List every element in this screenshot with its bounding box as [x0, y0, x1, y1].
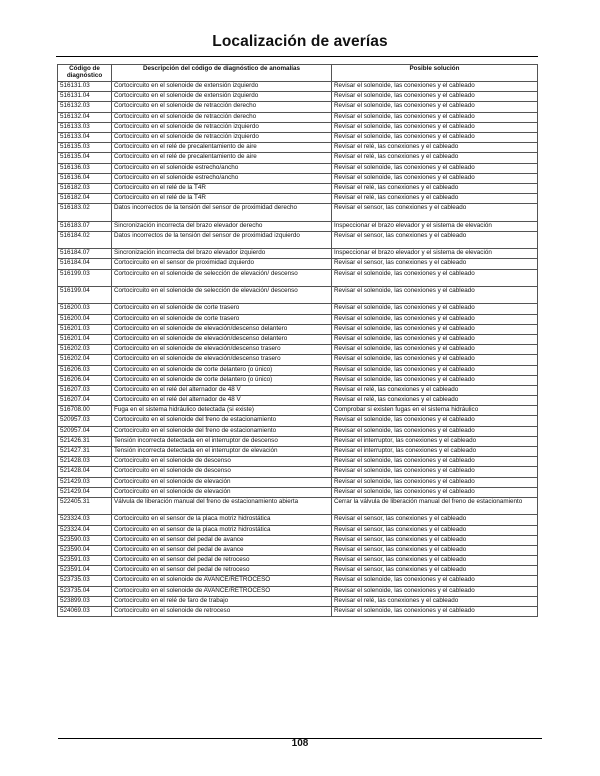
cell-description: Cortocircuito en el solenoide de retracción izquierdo	[112, 132, 332, 142]
cell-diagnostic-code: 521426.31	[58, 436, 112, 446]
table-header-row	[58, 65, 538, 82]
cell-diagnostic-code: 521429.04	[58, 487, 112, 497]
table-row	[58, 194, 538, 204]
cell-diagnostic-code: 520957.04	[58, 426, 112, 436]
cell-diagnostic-code: 516182.04	[58, 194, 112, 204]
cell-description: Cortocircuito en el sensor de la placa motriz hidrostática	[112, 525, 332, 535]
cell-possible-solution: Revisar el interruptor, las conexiones y el cableado	[332, 436, 538, 446]
cell-diagnostic-code: 516131.03	[58, 82, 112, 92]
cell-possible-solution: Revisar el solenoide, las conexiones y el cableado	[332, 269, 538, 286]
cell-diagnostic-code: 516183.02	[58, 204, 112, 221]
cell-description: Cortocircuito en el solenoide de retracción derecho	[112, 112, 332, 122]
cell-description: Datos incorrectos de la tensión del sensor de proximidad izquierdo	[112, 231, 332, 248]
cell-possible-solution: Inspeccionar el brazo elevador y el sistema de elevación	[332, 221, 538, 231]
table-row	[58, 153, 538, 163]
cell-possible-solution: Revisar el solenoide, las conexiones y el cableado	[332, 334, 538, 344]
cell-diagnostic-code: 521428.03	[58, 457, 112, 467]
cell-description: Cortocircuito en el solenoide de descenso	[112, 457, 332, 467]
table-row	[58, 566, 538, 576]
table-row	[58, 406, 538, 416]
cell-diagnostic-code: 523324.03	[58, 515, 112, 525]
cell-description: Cortocircuito en el relé de precalentamiento de aire	[112, 153, 332, 163]
cell-description: Cortocircuito en el solenoide de corte trasero	[112, 314, 332, 324]
cell-possible-solution: Revisar el solenoide, las conexiones y el cableado	[332, 132, 538, 142]
cell-diagnostic-code: 523324.04	[58, 525, 112, 535]
cell-possible-solution: Revisar el sensor, las conexiones y el cableado	[332, 259, 538, 269]
cell-possible-solution: Revisar el solenoide, las conexiones y el cableado	[332, 355, 538, 365]
table-row	[58, 447, 538, 457]
table-row	[58, 487, 538, 497]
cell-possible-solution: Revisar el solenoide, las conexiones y el cableado	[332, 365, 538, 375]
cell-diagnostic-code: 516133.04	[58, 132, 112, 142]
cell-description: Cortocircuito en el solenoide de elevación	[112, 477, 332, 487]
cell-description: Cortocircuito en el solenoide de corte trasero	[112, 304, 332, 314]
cell-possible-solution: Revisar el solenoide, las conexiones y el cableado	[332, 416, 538, 426]
cell-possible-solution: Revisar el solenoide, las conexiones y el cableado	[332, 324, 538, 334]
cell-possible-solution: Revisar el solenoide, las conexiones y el cableado	[332, 314, 538, 324]
cell-description: Cortocircuito en el solenoide de AVANCE/RETROCESO	[112, 576, 332, 586]
cell-possible-solution: Revisar el sensor, las conexiones y el cableado	[332, 231, 538, 248]
table-row	[58, 515, 538, 525]
cell-description: Cortocircuito en el solenoide de corte delantero (o único)	[112, 375, 332, 385]
cell-description: Cortocircuito en el solenoide de extensión izquierdo	[112, 82, 332, 92]
table-row	[58, 457, 538, 467]
table-row	[58, 304, 538, 314]
table-row	[58, 286, 538, 303]
table-row	[58, 314, 538, 324]
table-row	[58, 497, 538, 514]
cell-diagnostic-code: 516184.02	[58, 231, 112, 248]
cell-description: Cortocircuito en el sensor de proximidad izquierdo	[112, 259, 332, 269]
title-divider	[56, 56, 538, 57]
cell-possible-solution: Comprobar si existen fugas en el sistema hidráulico	[332, 406, 538, 416]
cell-possible-solution: Revisar el solenoide, las conexiones y el cableado	[332, 304, 538, 314]
cell-diagnostic-code: 516182.03	[58, 183, 112, 193]
cell-description: Fuga en el sistema hidráulico detectada (si existe)	[112, 406, 332, 416]
cell-diagnostic-code: 523735.04	[58, 586, 112, 596]
cell-description: Cortocircuito en el solenoide de retroceso	[112, 607, 332, 617]
cell-description: Sincronización incorrecta del brazo elevador derecho	[112, 221, 332, 231]
table-row	[58, 345, 538, 355]
cell-possible-solution: Revisar el solenoide, las conexiones y el cableado	[332, 345, 538, 355]
cell-description: Cortocircuito en el relé de precalentamiento de aire	[112, 143, 332, 153]
table-row	[58, 596, 538, 606]
cell-description: Cortocircuito en el sensor de la placa motriz hidrostática	[112, 515, 332, 525]
cell-diagnostic-code: 516136.03	[58, 163, 112, 173]
cell-possible-solution: Revisar el relé, las conexiones y el cableado	[332, 396, 538, 406]
table-row	[58, 122, 538, 132]
cell-diagnostic-code: 516206.04	[58, 375, 112, 385]
cell-possible-solution: Revisar el solenoide, las conexiones y el cableado	[332, 102, 538, 112]
table-row	[58, 112, 538, 122]
cell-diagnostic-code: 522405.31	[58, 497, 112, 514]
cell-diagnostic-code: 524069.03	[58, 607, 112, 617]
cell-possible-solution: Inspeccionar el brazo elevador y el sistema de elevación	[332, 249, 538, 259]
cell-diagnostic-code: 516200.03	[58, 304, 112, 314]
cell-description: Cortocircuito en el solenoide de corte delantero (o único)	[112, 365, 332, 375]
table-row	[58, 545, 538, 555]
cell-description: Cortocircuito en el solenoide de extensión izquierdo	[112, 92, 332, 102]
diagnostic-code-table	[57, 64, 538, 617]
table-row	[58, 375, 538, 385]
cell-possible-solution: Revisar el sensor, las conexiones y el cableado	[332, 566, 538, 576]
table-row	[58, 607, 538, 617]
table-row	[58, 92, 538, 102]
cell-diagnostic-code: 516183.07	[58, 221, 112, 231]
cell-diagnostic-code: 516207.03	[58, 385, 112, 395]
cell-description: Cortocircuito en el relé de la T4R	[112, 194, 332, 204]
cell-possible-solution: Revisar el sensor, las conexiones y el cableado	[332, 535, 538, 545]
cell-diagnostic-code: 521427.31	[58, 447, 112, 457]
table-row	[58, 525, 538, 535]
cell-description: Cortocircuito en el sensor del pedal de retroceso	[112, 556, 332, 566]
table-row	[58, 477, 538, 487]
table-row	[58, 396, 538, 406]
cell-possible-solution: Revisar el solenoide, las conexiones y el cableado	[332, 426, 538, 436]
cell-description: Válvula de liberación manual del freno de estacionamiento abierta	[112, 497, 332, 514]
cell-description: Sincronización incorrecta del brazo elevador izquierdo	[112, 249, 332, 259]
table-row	[58, 269, 538, 286]
cell-description: Cortocircuito en el solenoide del freno de estacionamiento	[112, 416, 332, 426]
cell-diagnostic-code: 516206.03	[58, 365, 112, 375]
cell-description: Cortocircuito en el solenoide de retracción izquierdo	[112, 122, 332, 132]
cell-description: Cortocircuito en el sensor del pedal de avance	[112, 545, 332, 555]
table-row	[58, 204, 538, 221]
cell-possible-solution: Revisar el solenoide, las conexiones y el cableado	[332, 576, 538, 586]
cell-diagnostic-code: 516201.04	[58, 334, 112, 344]
cell-diagnostic-code: 516708.00	[58, 406, 112, 416]
table-row	[58, 365, 538, 375]
table-row	[58, 586, 538, 596]
cell-possible-solution: Revisar el sensor, las conexiones y el cableado	[332, 204, 538, 221]
table-row	[58, 183, 538, 193]
table-row	[58, 467, 538, 477]
table-row	[58, 436, 538, 446]
cell-possible-solution: Revisar el relé, las conexiones y el cableado	[332, 153, 538, 163]
table-row	[58, 173, 538, 183]
table-row	[58, 231, 538, 248]
cell-diagnostic-code: 520957.03	[58, 416, 112, 426]
cell-diagnostic-code: 523591.04	[58, 566, 112, 576]
cell-diagnostic-code: 516201.03	[58, 324, 112, 334]
cell-possible-solution: Revisar el solenoide, las conexiones y el cableado	[332, 286, 538, 303]
table-row	[58, 576, 538, 586]
cell-possible-solution: Revisar el sensor, las conexiones y el cableado	[332, 525, 538, 535]
table-row	[58, 249, 538, 259]
cell-diagnostic-code: 516135.03	[58, 143, 112, 153]
cell-description: Cortocircuito en el solenoide de elevación/descenso delantero	[112, 324, 332, 334]
cell-description: Cortocircuito en el solenoide de selección de elevación/ descenso	[112, 269, 332, 286]
cell-description: Cortocircuito en el solenoide de elevación/descenso trasero	[112, 345, 332, 355]
cell-diagnostic-code: 521429.03	[58, 477, 112, 487]
cell-description: Cortocircuito en el relé de la T4R	[112, 183, 332, 193]
cell-description: Cortocircuito en el relé de faro de trabajo	[112, 596, 332, 606]
cell-description: Cortocircuito en el solenoide de descenso	[112, 467, 332, 477]
cell-description: Cortocircuito en el sensor del pedal de avance	[112, 535, 332, 545]
cell-diagnostic-code: 516131.04	[58, 92, 112, 102]
table-row	[58, 82, 538, 92]
cell-possible-solution: Revisar el solenoide, las conexiones y el cableado	[332, 92, 538, 102]
table-row	[58, 535, 538, 545]
cell-description: Tensión incorrecta detectada en el interruptor de elevación	[112, 447, 332, 457]
cell-possible-solution: Revisar el sensor, las conexiones y el cableado	[332, 545, 538, 555]
cell-description: Cortocircuito en el relé del alternador de 48 V	[112, 396, 332, 406]
cell-diagnostic-code: 516135.04	[58, 153, 112, 163]
cell-possible-solution: Revisar el solenoide, las conexiones y el cableado	[332, 375, 538, 385]
cell-description: Datos incorrectos de la tensión del sensor de proximidad derecho	[112, 204, 332, 221]
table-row	[58, 221, 538, 231]
table-row	[58, 426, 538, 436]
cell-diagnostic-code: 516202.04	[58, 355, 112, 365]
cell-possible-solution: Revisar el relé, las conexiones y el cableado	[332, 194, 538, 204]
cell-description: Cortocircuito en el solenoide de elevación/descenso trasero	[112, 355, 332, 365]
table-row	[58, 132, 538, 142]
cell-possible-solution: Revisar el relé, las conexiones y el cableado	[332, 596, 538, 606]
page-title: Localización de averías	[212, 33, 388, 50]
table-row	[58, 259, 538, 269]
cell-description: Cortocircuito en el solenoide de AVANCE/RETROCESO	[112, 586, 332, 596]
cell-diagnostic-code: 516133.03	[58, 122, 112, 132]
table-body	[58, 82, 538, 617]
cell-description: Cortocircuito en el solenoide estrecho/ancho	[112, 163, 332, 173]
cell-diagnostic-code: 521428.04	[58, 467, 112, 477]
cell-possible-solution: Revisar el relé, las conexiones y el cableado	[332, 183, 538, 193]
cell-possible-solution: Revisar el sensor, las conexiones y el cableado	[332, 515, 538, 525]
table-row	[58, 163, 538, 173]
cell-diagnostic-code: 523899.03	[58, 596, 112, 606]
cell-diagnostic-code: 523735.03	[58, 576, 112, 586]
cell-possible-solution: Revisar el solenoide, las conexiones y el cableado	[332, 173, 538, 183]
cell-description: Cortocircuito en el solenoide de elevación	[112, 487, 332, 497]
cell-possible-solution: Revisar el solenoide, las conexiones y el cableado	[332, 122, 538, 132]
cell-description: Cortocircuito en el solenoide de retracción derecho	[112, 102, 332, 112]
header-diagnostic-code: Código de diagnóstico	[58, 65, 112, 82]
cell-possible-solution: Revisar el solenoide, las conexiones y el cableado	[332, 586, 538, 596]
cell-diagnostic-code: 516199.04	[58, 286, 112, 303]
cell-possible-solution: Revisar el sensor, las conexiones y el cableado	[332, 556, 538, 566]
cell-description: Cortocircuito en el relé del alternador de 48 V	[112, 385, 332, 395]
table-row	[58, 334, 538, 344]
table-row	[58, 556, 538, 566]
cell-possible-solution: Revisar el solenoide, las conexiones y el cableado	[332, 457, 538, 467]
table-row	[58, 385, 538, 395]
table-row	[58, 102, 538, 112]
cell-diagnostic-code: 516132.03	[58, 102, 112, 112]
cell-diagnostic-code: 516200.04	[58, 314, 112, 324]
cell-diagnostic-code: 516184.04	[58, 259, 112, 269]
cell-description: Cortocircuito en el sensor del pedal de retroceso	[112, 566, 332, 576]
cell-possible-solution: Revisar el solenoide, las conexiones y el cableado	[332, 467, 538, 477]
cell-description: Tensión incorrecta detectada en el interruptor de descenso	[112, 436, 332, 446]
cell-description: Cortocircuito en el solenoide de elevación/descenso delantero	[112, 334, 332, 344]
cell-possible-solution: Revisar el solenoide, las conexiones y el cableado	[332, 607, 538, 617]
cell-description: Cortocircuito en el solenoide del freno de estacionamiento	[112, 426, 332, 436]
cell-possible-solution: Revisar el solenoide, las conexiones y el cableado	[332, 112, 538, 122]
cell-possible-solution: Revisar el solenoide, las conexiones y el cableado	[332, 487, 538, 497]
cell-diagnostic-code: 523590.04	[58, 545, 112, 555]
cell-possible-solution: Revisar el interruptor, las conexiones y el cableado	[332, 447, 538, 457]
cell-description: Cortocircuito en el solenoide de selección de elevación/ descenso	[112, 286, 332, 303]
cell-possible-solution: Revisar el solenoide, las conexiones y el cableado	[332, 477, 538, 487]
cell-diagnostic-code: 516132.04	[58, 112, 112, 122]
header-possible-solution: Posible solución	[332, 65, 538, 82]
table-row	[58, 355, 538, 365]
cell-diagnostic-code: 516184.07	[58, 249, 112, 259]
cell-description: Cortocircuito en el solenoide estrecho/ancho	[112, 173, 332, 183]
cell-possible-solution: Revisar el solenoide, las conexiones y el cableado	[332, 163, 538, 173]
cell-diagnostic-code: 516136.04	[58, 173, 112, 183]
cell-diagnostic-code: 516199.03	[58, 269, 112, 286]
table-row	[58, 324, 538, 334]
cell-diagnostic-code: 523590.03	[58, 535, 112, 545]
cell-possible-solution: Revisar el relé, las conexiones y el cableado	[332, 385, 538, 395]
cell-possible-solution: Revisar el solenoide, las conexiones y el cableado	[332, 82, 538, 92]
page-number: 108	[291, 738, 309, 749]
table-row	[58, 143, 538, 153]
cell-possible-solution: Revisar el relé, las conexiones y el cableado	[332, 143, 538, 153]
cell-diagnostic-code: 523591.03	[58, 556, 112, 566]
cell-diagnostic-code: 516207.04	[58, 396, 112, 406]
cell-diagnostic-code: 516202.03	[58, 345, 112, 355]
table-row	[58, 416, 538, 426]
header-description: Descripción del código de diagnóstico de anomalías	[112, 65, 332, 82]
cell-possible-solution: Cerrar la válvula de liberación manual del freno de estacionamiento	[332, 497, 538, 514]
